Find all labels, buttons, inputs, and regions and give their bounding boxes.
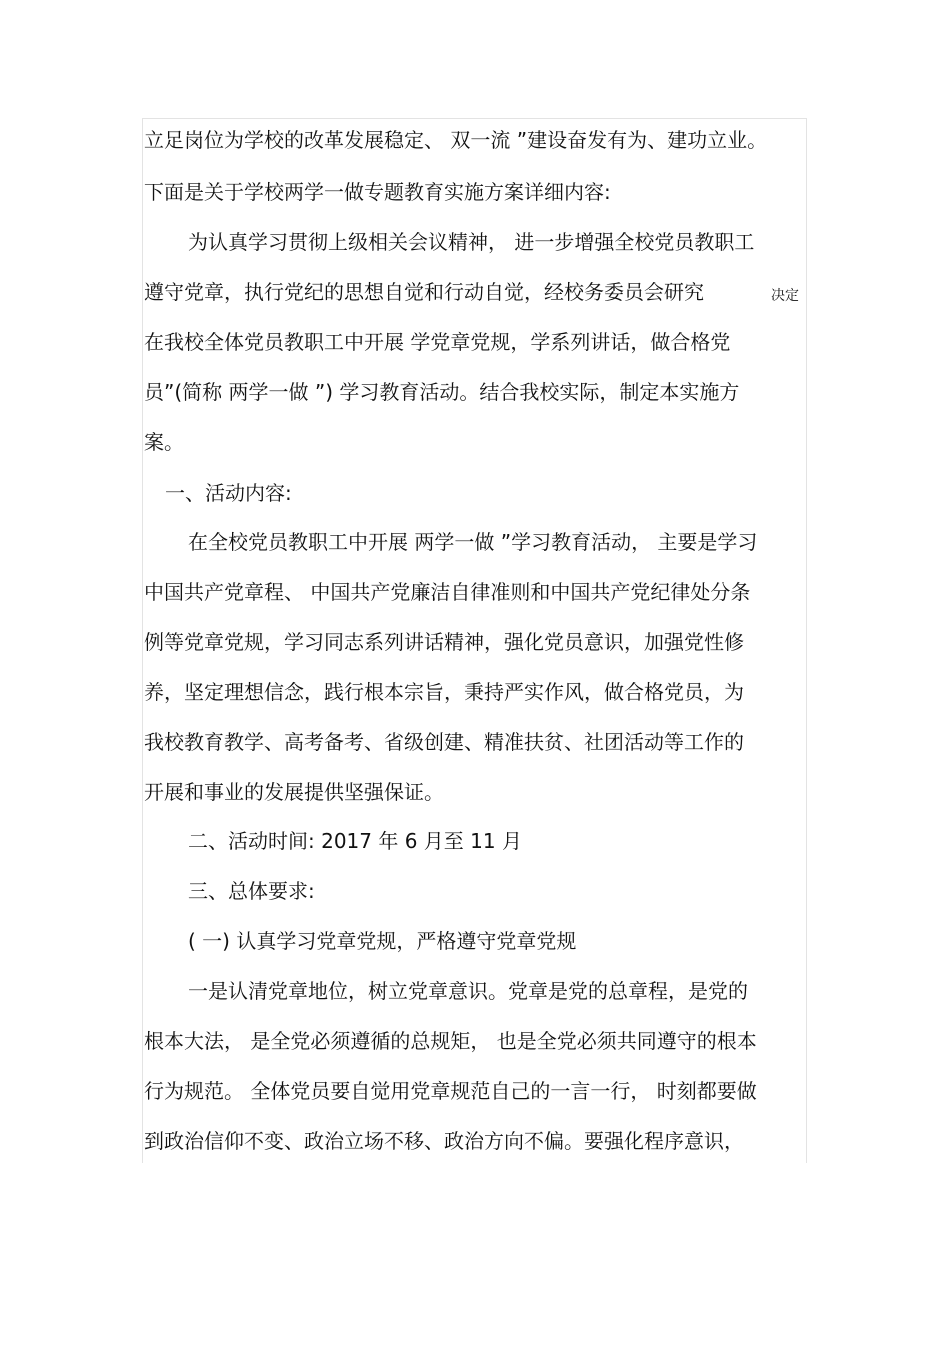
text-line: 在我校全体党员教职工中开展 学党章党规，学系列讲话，做合格党 bbox=[144, 330, 731, 354]
text-line: 案。 bbox=[144, 430, 184, 454]
text-line: 到政治信仰不变、政治立场不移、政治方向不偏。要强化程序意识， bbox=[144, 1129, 744, 1153]
paragraph-line: 一是认清党章地位，树立党章意识。党章是党的总章程，是党的 bbox=[188, 979, 748, 1003]
subsection-heading: ( 一) 认真学习党章党规，严格遵守党章党规 bbox=[188, 929, 577, 953]
text-line: 决定 bbox=[771, 288, 799, 304]
section-heading: 三、总体要求: bbox=[188, 879, 315, 903]
text-line: 根本大法， 是全党必须遵循的总规矩， 也是全党必须共同遵守的根本 bbox=[144, 1029, 757, 1053]
section-heading: 二、活动时间: 2017 年 6 月至 11 月 bbox=[188, 829, 522, 853]
section-heading: 一、活动内容: bbox=[165, 481, 292, 505]
text-line: 下面是关于学校两学一做专题教育实施方案详细内容: bbox=[144, 180, 611, 204]
paragraph-line: 在全校党员教职工中开展 两学一做 ”学习教育活动， 主要是学习 bbox=[188, 530, 758, 554]
paragraph-line: 为认真学习贯彻上级相关会议精神， 进一步增强全校党员教职工 bbox=[188, 230, 755, 254]
text-line: 遵守党章，执行党纪的思想自觉和行动自觉，经校务委员会研究 bbox=[144, 280, 704, 304]
text-line: 养，坚定理想信念，践行根本宗旨，秉持严实作风，做合格党员，为 bbox=[144, 680, 744, 704]
text-line: 员”(简称 两学一做 ”) 学习教育活动。结合我校实际，制定本实施方 bbox=[144, 380, 740, 404]
text-line: 中国共产党章程、 中国共产党廉洁自律准则和中国共产党纪律处分条 bbox=[144, 580, 751, 604]
text-line: 例等党章党规，学习同志系列讲话精神，强化党员意识，加强党性修 bbox=[144, 630, 744, 654]
text-line: 我校教育教学、高考备考、省级创建、精准扶贫、社团活动等工作的 bbox=[144, 730, 744, 754]
text-line: 开展和事业的发展提供坚强保证。 bbox=[144, 780, 444, 804]
text-line: 立足岗位为学校的改革发展稳定、 双一流 ”建设奋发有为、建功立业。 bbox=[144, 128, 768, 152]
text-line: 行为规范。 全体党员要自觉用党章规范自己的一言一行， 时刻都要做 bbox=[144, 1079, 757, 1103]
